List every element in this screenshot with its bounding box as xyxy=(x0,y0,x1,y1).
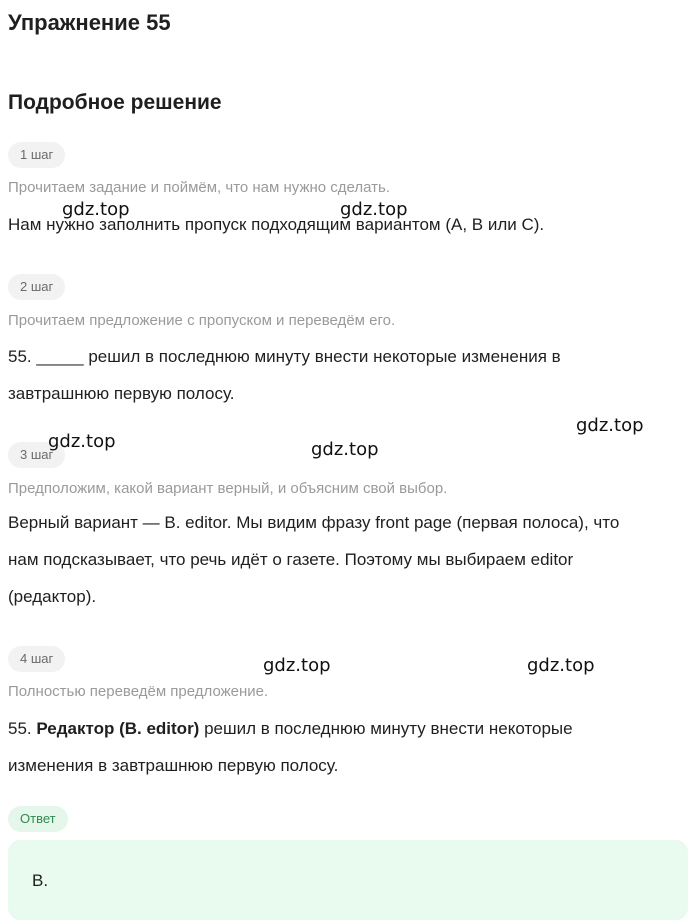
watermark: gdz.top xyxy=(576,415,644,436)
answer-box xyxy=(8,840,688,920)
step-3-badge: 3 шаг xyxy=(8,442,65,468)
watermark: gdz.top xyxy=(311,439,379,460)
step-1-text: Нам нужно заполнить пропуск подходящим вариантом (А, B или C). xyxy=(8,215,545,234)
step-2-hint: Прочитаем предложение с пропуском и переведём его. xyxy=(8,312,396,329)
watermark: gdz.top xyxy=(263,655,331,676)
watermark: gdz.top xyxy=(48,431,116,452)
watermark: gdz.top xyxy=(527,655,595,676)
step-2-text: 55. _____ решил в последнюю минуту внести некоторые изменения в завтрашнюю первую полосу. xyxy=(8,347,561,403)
answer-badge: Ответ xyxy=(8,806,68,832)
step-4-badge: 4 шаг xyxy=(8,646,65,672)
step-1-badge: 1 шаг xyxy=(8,142,65,168)
step-4-text-prefix: 55. xyxy=(8,719,37,738)
step-1-hint: Прочитаем задание и поймём, что нам нужно сделать. xyxy=(8,179,391,196)
step-2-badge: 2 шаг xyxy=(8,274,65,300)
answer-value: B. xyxy=(32,871,49,890)
step-3-text: Верный вариант — B. editor. Мы видим фразу front page (первая полоса), что нам подсказывает, что речь идёт о газете. Поэтому мы выбираем editor (редактор). xyxy=(8,513,620,606)
watermark: gdz.top xyxy=(62,199,130,220)
step-4-hint: Полностью переведём предложение. xyxy=(8,683,269,700)
watermark: gdz.top xyxy=(340,199,408,220)
page-title: Упражнение 55 xyxy=(8,10,171,35)
step-4-text-bold: Редактор (B. editor) xyxy=(36,719,200,738)
step-3-hint: Предположим, какой вариант верный, и объясним свой выбор. xyxy=(8,480,448,497)
step-4-text-suffix: решил в последнюю минуту внести некоторые изменения в завтрашнюю первую полосу. xyxy=(8,719,573,775)
section-title: Подробное решение xyxy=(8,91,222,114)
step-4-text xyxy=(8,710,618,784)
